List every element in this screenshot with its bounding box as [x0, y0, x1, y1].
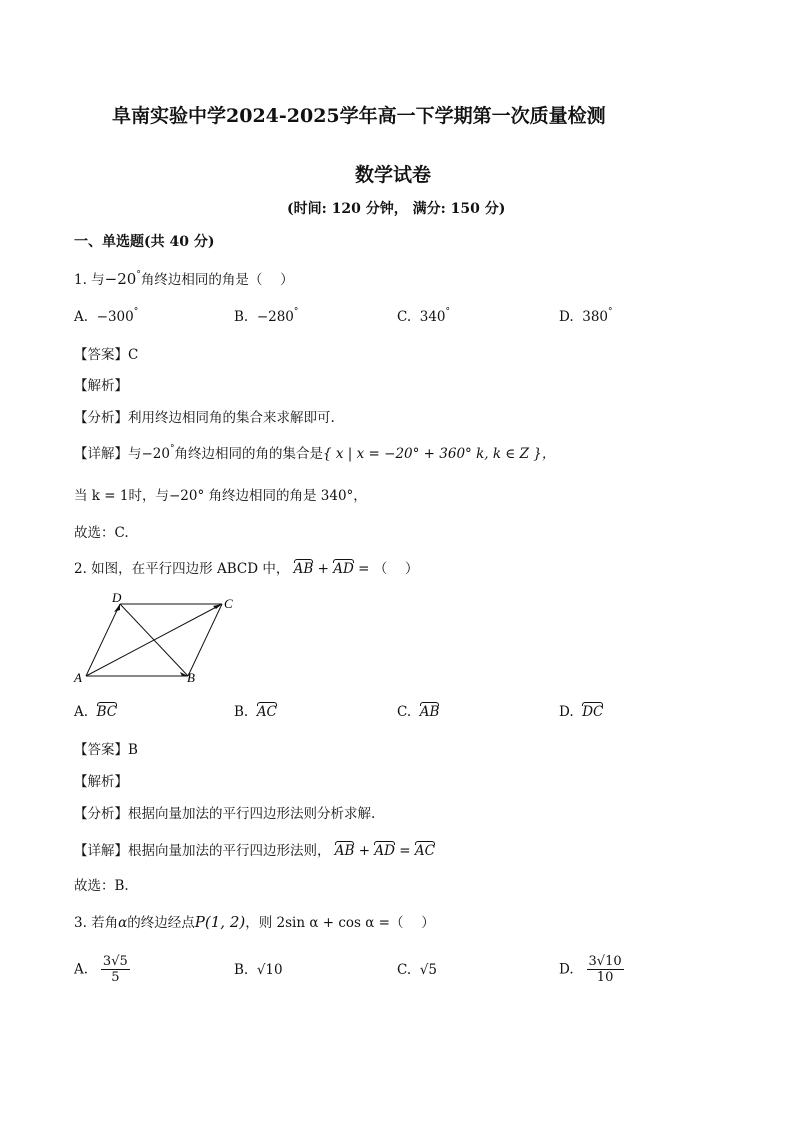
subject-title: 数学试卷 — [355, 164, 432, 186]
q1-conclusion: 故选：C. — [74, 525, 129, 541]
q2-option-d[interactable]: D. DC — [559, 704, 604, 720]
q2-answer: 【答案】B — [74, 742, 138, 758]
q2-fenxi: 【分析】根据向量加法的平行四边形法则分析求解. — [74, 806, 376, 822]
q1-answer: 【答案】C — [74, 347, 139, 363]
q3-option-a[interactable]: A. $\frac{3√5}{5}$ — [74, 954, 128, 985]
q1-option-d[interactable]: D. 380° — [559, 307, 613, 325]
q2-analysis-head: 【解析】 — [74, 774, 128, 790]
q1-detail-set: { x | x = −20° + 360° k, k ∈ Z }， — [323, 446, 556, 462]
q2-detail: 【详解】根据向量加法的平行四边形法则， AB + AD = AC — [74, 843, 435, 859]
q1-option-b[interactable]: B. −280° — [234, 307, 299, 325]
time-info: (时间: 120 分钟， 满分: 150 分) — [287, 201, 506, 217]
q1-when-line: 当 k = 1时，与−20° 角终边相同的角是 340°， — [74, 488, 367, 504]
q1-detail: 【详解】与−20°角终边相同的角的集合是{ x | x = −20° + 360° k, k ∈ Z }， — [74, 444, 556, 462]
parallelogram-figure — [70, 588, 240, 688]
q3-option-c[interactable]: C. √5 — [397, 962, 437, 978]
vertex-a-label: A — [74, 670, 82, 685]
q2-option-b[interactable]: B. AC — [234, 704, 277, 720]
vertex-c-label: C — [224, 596, 233, 611]
q2-option-a[interactable]: A. BC — [74, 704, 118, 720]
question-2-stem: 2. 如图，在平行四边形 ABCD 中， AB + AD = （ ） — [74, 561, 419, 577]
q2-option-c[interactable]: C. AB — [397, 704, 440, 720]
exam-title: 阜南实验中学2024-2025学年高一下学期第一次质量检测 — [112, 105, 606, 127]
q1-fenxi: 【分析】利用终边相同角的集合来求解即可. — [74, 410, 335, 426]
q2-conclusion: 故选：B. — [74, 878, 129, 894]
alpha-symbol: α — [118, 915, 128, 931]
q3-option-b[interactable]: B. √10 — [234, 962, 283, 978]
q1-option-c[interactable]: C. 340° — [397, 307, 451, 325]
question-3-stem: 3. 若角α的终边经点P(1, 2)，则 2sin α + cos α =（ ） — [74, 913, 435, 931]
q1-option-a[interactable]: A. −300° — [74, 307, 139, 325]
q1-stem-pre: 1. 与 — [74, 272, 105, 288]
question-1-stem: 1. 与−20°角终边相同的角是（ ） — [74, 270, 294, 288]
q1-analysis-head: 【解析】 — [74, 378, 128, 394]
q1-stem-angle: −20 — [104, 270, 137, 288]
vertex-b-label: B — [187, 670, 195, 685]
q1-stem-post: 角终边相同的角是（ ） — [140, 272, 294, 288]
vertex-d-label: D — [112, 590, 122, 605]
q3-option-d[interactable]: D. $\frac{3√10}{10}$ — [559, 954, 622, 985]
section-heading: 一、单选题(共 40 分) — [74, 234, 215, 250]
